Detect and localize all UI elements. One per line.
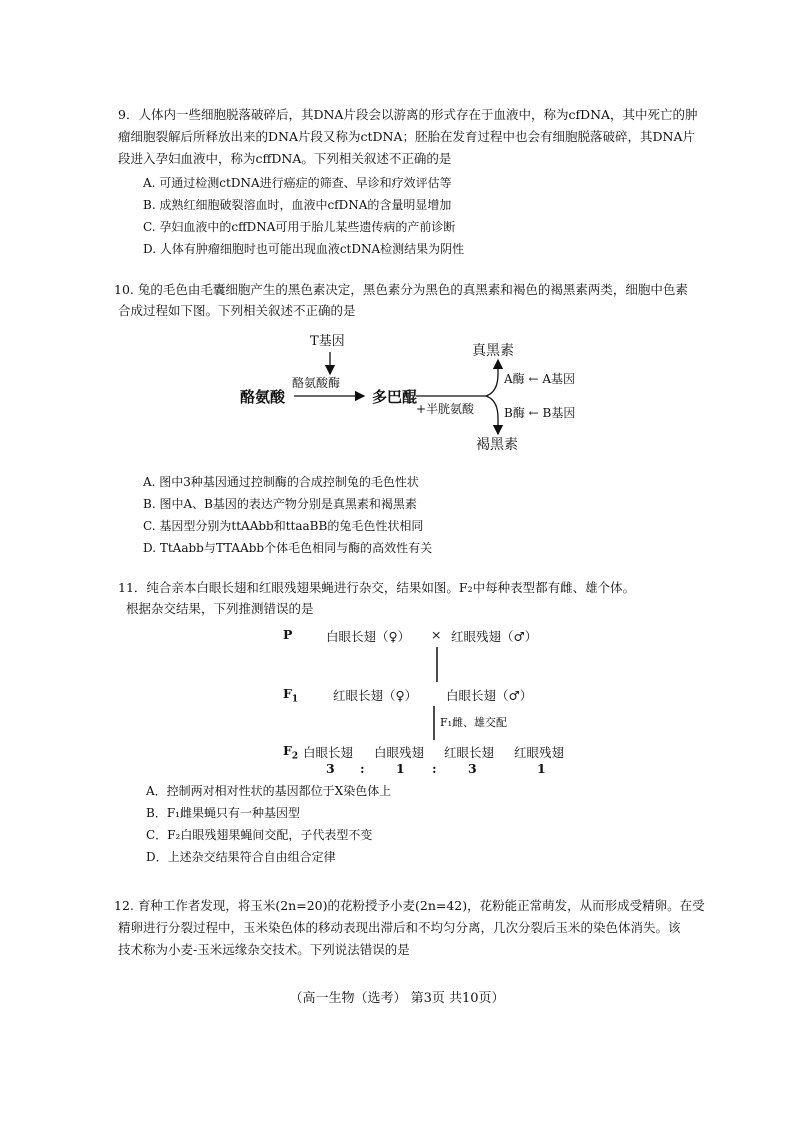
ratio-colon-2: : (432, 761, 437, 776)
f1-male: 白眼长翅（♂） (446, 688, 533, 703)
f1-generation-label (283, 686, 298, 705)
q9-option-c: C. 孕妇血液中的cffDNA可用于胎儿某些遗传病的产前诊断 (143, 220, 456, 234)
f2-subscript: 2 (291, 751, 299, 762)
f1-subscript: 1 (291, 694, 299, 705)
page-footer: （高一生物（选考） 第3页 共10页） (289, 991, 505, 1006)
q11-stem-line-1: 11．纯合亲本白眼长翅和红眼残翅果蝇进行杂交，结果如图。F₂中每种表型都有雌、雄个体。 (118, 580, 636, 595)
q9-option-b: B. 成熟红细胞破裂溶血时，血液中cfDNA的含量明显增加 (143, 198, 452, 212)
pheomelanin-label: 褐黑素 (476, 437, 518, 453)
ratio-colon-1: : (360, 761, 365, 776)
enzyme-b-text: B酶 (504, 406, 525, 420)
q12-stem-line-2: 精卵进行分裂过程中，玉米染色体的移动表现出滞后和不均匀分离，几次分裂后玉米的染色体消失。该 (118, 920, 681, 935)
t-gene-label: T基因 (310, 334, 345, 349)
q9-stem-line-1: 9．人体内一些细胞脱落破碎后，其DNA片段会以游离的形式存在于血液中，称为cfDNA，其中死亡的肿 (118, 107, 698, 122)
pheomelanin-arrow (486, 396, 498, 434)
p-female: 白眼长翅（♀） (326, 629, 411, 644)
f1-mating-note: F₁雌、雄交配 (440, 716, 508, 729)
enzyme-a-label (504, 370, 575, 387)
f2-type-1: 白眼长翅 (303, 745, 354, 760)
enzyme-a-text: A酶 (504, 372, 525, 386)
q10-option-d: D. TtAabb与TTAAbb个体毛色相同与酶的高效性有关 (143, 541, 433, 555)
q10-option-a: A. 图中3种基因通过控制酶的合成控制兔的毛色性状 (143, 475, 419, 489)
q12-stem-line-3: 技术称为小麦-玉米远缘杂交技术。下列说法错误的是 (118, 942, 410, 957)
q10-option-c: C. 基因型分别为ttAAbb和ttaaBB的兔毛色性状相同 (143, 519, 424, 533)
f2-letter: F (283, 743, 292, 758)
pigment-pathway-diagram (236, 330, 596, 458)
arrow-left-icon: ← (528, 406, 539, 420)
q11-stem-line-2: 根据杂交结果，下列推测错误的是 (126, 601, 314, 616)
f2-type-3: 红眼长翅 (444, 745, 495, 760)
p-generation-label: P (283, 627, 293, 642)
q9-option-d: D. 人体有肿瘤细胞时也可能出现血液ctDNA检测结果为阴性 (143, 242, 465, 256)
f1-female: 红眼长翅（♀） (333, 688, 418, 703)
q9-option-a: A. 可通过检测ctDNA进行癌症的筛查、早诊和疗效评估等 (143, 176, 452, 190)
q11-option-d: D．上述杂交结果符合自由组合定律 (146, 850, 336, 864)
cysteine-label: +半胱氨酸 (416, 402, 475, 416)
f2-type-2: 白眼残翅 (374, 745, 425, 760)
cross-symbol: × (431, 627, 442, 642)
tyrosine-label: 酪氨酸 (240, 388, 286, 406)
ratio-3: 3 (468, 761, 477, 776)
gene-a-text: A基因 (542, 372, 576, 386)
p-male: 红眼残翅（♂） (451, 629, 538, 644)
eumelanin-arrow (486, 360, 498, 396)
q11-option-c: C．F₂白眼残翅果蝇间交配，子代表型不变 (146, 828, 373, 842)
q12-stem-line-1: 12. 育种工作者发现，将玉米(2n=20)的花粉授予小麦(2n=42)，花粉能正常萌发，从而形成受精卵。在受 (114, 898, 705, 913)
q10-option-b: B. 图中A、B基因的表达产物分别是真黑素和褐黑素 (143, 497, 417, 511)
ratio-2: 1 (396, 761, 405, 776)
dopaquinone-label: 多巴醌 (372, 388, 418, 406)
tyrosinase-label: 酪氨酸酶 (292, 376, 341, 390)
f2-type-4: 红眼残翅 (514, 745, 565, 760)
q11-option-a: A．控制两对相对性状的基因都位于X染色体上 (146, 784, 392, 798)
enzyme-b-label (504, 404, 575, 421)
ratio-1: 3 (326, 761, 335, 776)
q10-stem-line-2: 合成过程如下图。下列相关叙述不正确的是 (118, 303, 356, 318)
f1-letter: F (283, 686, 292, 701)
q11-option-b: B．F₁雌果蝇只有一种基因型 (146, 806, 300, 820)
eumelanin-label: 真黑素 (472, 343, 514, 359)
gene-b-text: B基因 (542, 406, 576, 420)
ratio-4: 1 (537, 761, 546, 776)
q10-stem-line-1: 10. 兔的毛色由毛囊细胞产生的黑色素决定，黑色素分为黑色的真黑素和褐色的褐黑素两类，细胞中色素 (114, 282, 688, 297)
q9-stem-line-2: 瘤细胞裂解后所释放出来的DNA片段又称为ctDNA；胚胎在发育过程中也会有细胞脱落破碎，其DNA片 (118, 129, 695, 144)
arrow-left-icon: ← (528, 372, 539, 386)
q9-stem-line-3: 段进入孕妇血液中，称为cffDNA。下列相关叙述不正确的是 (118, 151, 452, 166)
f2-generation-label (283, 743, 298, 762)
